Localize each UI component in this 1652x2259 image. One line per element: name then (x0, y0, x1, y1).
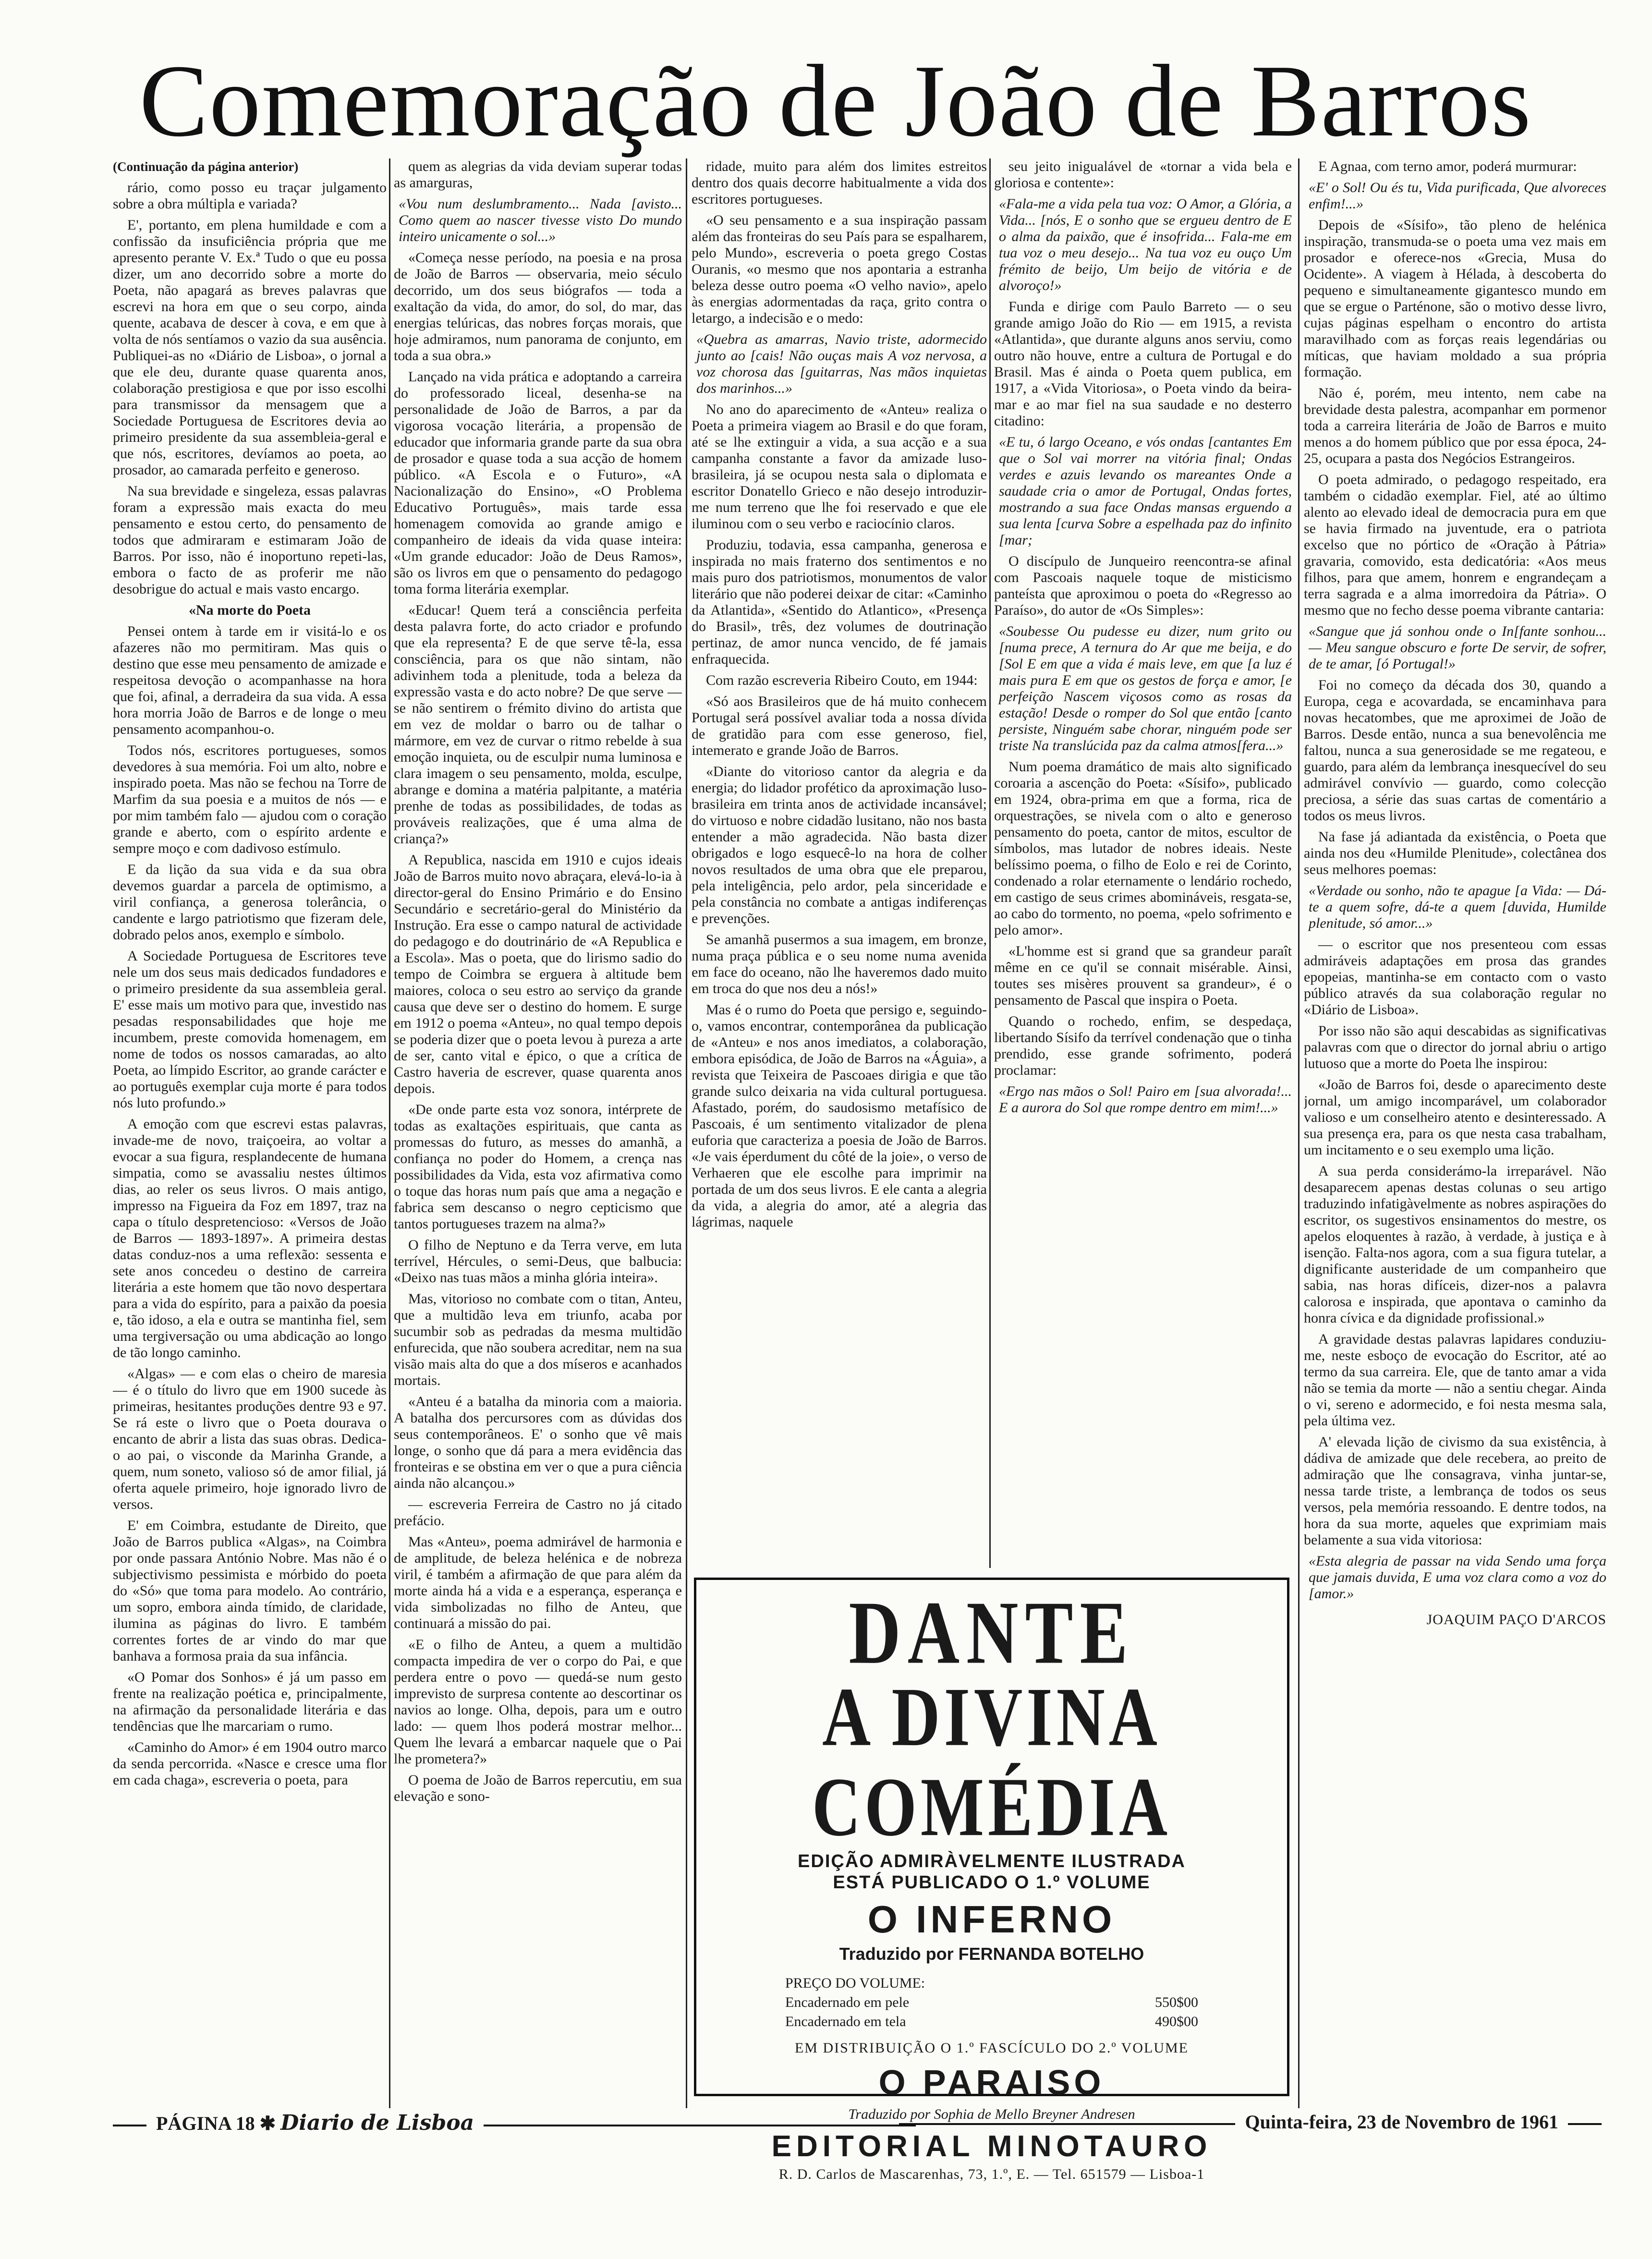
continuation-note: (Continuação da página anterior) (113, 159, 299, 174)
paragraph: A Republica, nascida em 1910 e cujos ideais João de Barros muito novo abraçara, elevá-lo-ia à director-geral do Ensino Primário e do Ensino Secundário e secretário-geral do Ministério da Instrução. Era esse o campo natural de actividade do pedagogo e do doutrinário de «A Republica e a Escola». Mas o poeta, que do lirismo sadio do tempo de Coimbra se erguera à altitude bem maiores, coloca o seu estro ao serviço da grande causa que deve ser o destino do homem. E surge em 1912 o poema «Anteu», no qual tempo depois se poderia dizer que o poeta levou à pureza a arte de ser, canto vital e épico, o que a crítica de Castro haveria de escrever, quase quarenta anos depois. (394, 852, 682, 1096)
paragraph: Por isso não são aqui descabidas as significativas palavras com que o director do jornal abriu o artigo lutuoso que a morte do Poeta lhe inspirou: (1304, 1023, 1606, 1071)
verse-quote: «Fala-me a vida pela tua voz: O Amor, a Glória, a Vida... [nós, E o sonho que se ergueu dentro de E o alma da paixão, que é insofrida... Fala-me em tua voz o meu desejo... Na tua voz eu ouço Um frémito de beijo, Um beijo de vitória e de alvoroço!» (999, 196, 1292, 293)
text-column-5 (1304, 158, 1606, 2101)
paragraph: No ano do aparecimento de «Anteu» realiza o Poeta a primeira viagem ao Brasil e do que foram, até se lhe extinguir a vida, a sua acção e a sua campanha constante a favor da amizade luso-brasileira, já se ocupou nesta sala o diplomata e escritor Donatello Grieco e não desejo introduzir-me num terreno que lhe foi reservado e que ele iluminou com o seu verbo e raciocínio claros. (692, 401, 987, 532)
paragraph: Com razão escreveria Ribeiro Couto, em 1944: (706, 672, 978, 688)
paragraph: Quando o rochedo, enfim, se despedaça, libertando Sísifo da terrível condenação que o tinha prendido, esse grande sofrimento, poderá proclamar: (994, 1013, 1292, 1078)
footer-rule (484, 2125, 916, 2126)
paragraph: A sua perda considerámo-la irreparável. Não desaparecem apenas destas colunas o seu artigo traduzindo infatigàvelmente as nobres aspirações do escritor, os sugestivos ensinamentos do mestre, os apelos eloquentes à razão, à verdade, à justiça e à isenção. Falta-nos agora, com a sua figura tutelar, a dignificante austeridade de um companheiro que sabia, nas horas difíceis, dizer-nos a palavra calorosa e inspirada, que apontava o caminho da honra cívica e da dignidade profissional.» (1304, 1163, 1606, 1326)
paragraph: Produziu, todavia, essa campanha, generosa e inspirada no mais fraterno dos sentimentos e no mais puro dos patriotismos, monumentos de valor literário que não poderei deixar de citar: «Caminho da Atlantida», «Sentido do Atlantico», «Presença do Brasil», três, dez volumes de doutrinação pertinaz, de amor nunca vencido, de fé jamais enfraquecida. (692, 537, 987, 667)
paragraph: «L'homme est si grand que sa grandeur paraît même en ce qu'il se connait misérable. Ainsi, toutes ses misères prouvent sa grandeur», é o pensamento de Pascal que inspira o Poeta. (994, 943, 1292, 1008)
paragraph: ridade, muito para além dos limites estreitos dentro dos quais decorre habitualmente a vida dos escritores portugueses. (692, 158, 987, 207)
paragraph: E' em Coimbra, estudante de Direito, que João de Barros publica «Algas», na Coimbra por onde passara António Nobre. Mas não é o subjectivismo pessimista e mórbido do poeta do «Só» que toma para modelo. Ao contrário, um sopro, embora ainda tímido, de claridade, ilumina as páginas do livro. E também correntes fortes de ar vindo do mar que banhava a formosa praia da sua infância. (113, 1518, 387, 1664)
paragraph: Funda e dirige com Paulo Barreto — o seu grande amigo João do Rio — em 1915, a revista «Atlantida», que durante alguns anos serviu, como outro não houve, entre a cultura de Portugal e do Brasil. Mas é ainda o Poeta quem publica, em 1917, a «Vida Vitoriosa», o Poeta vindo da beira-mar e ao mar fiel na sua saudade e no desterro citadino: (994, 299, 1292, 429)
paragraph: Na fase já adiantada da existência, o Poeta que ainda nos deu «Humilde Plenitude», colectânea dos seus melhores poemas: (1304, 829, 1606, 877)
page-number: PÁGINA 18 (156, 2113, 255, 2134)
ad-price-item-value: 490$00 (1155, 2014, 1198, 2029)
text-column-1 (113, 158, 387, 2101)
subheading: «Na morte do Poeta (188, 602, 311, 618)
verse-quote: «Ergo nas mãos o Sol! Pairo em [sua alvorada!... E a aurora do Sol que rompe dentro em mim!...» (999, 1083, 1292, 1116)
ad-volume-line: ESTÁ PUBLICADO O 1.º VOLUME (833, 1872, 1151, 1893)
issue-date: Quinta-feira, 23 de Novembro de 1961 (1245, 2111, 1558, 2133)
author-signature: JOAQUIM PAÇO D'ARCOS (1426, 1612, 1606, 1627)
paragraph: O poeta admirado, o pedagogo respeitado, era também o cidadão exemplar. Fiel, até ao último alento ao elevado ideal de democracia pura em que se havia firmado na juventude, era o patriota excelso que no pórtico de «Oração à Pátria» gravaria, comovido, esta dedicatória: «Aos meus filhos, para que amem, honrem e engrandeçam a terra sagrada e a alma imorredoira da Pátria». O mesmo que no fecho desse poema vibrante cantaria: (1304, 472, 1606, 618)
verse-quote: «Quebra as amarras, Navio triste, adormecido junto ao [cais! Não ouças mais A voz nervosa, a voz chorosa das [guitarras, Nas mãos inquietas dos marinhos...» (696, 331, 987, 396)
verse-quote: «E tu, ó largo Oceano, e vós ondas [cantantes Em que o Sol vai morrer na vitória final; Ondas verdes e azuis levando os mareantes Onde a saudade cria o amor de Portugal, Ondas fortes, mostrando a sua face Ondas mansas erguendo a sua lenta [curva Sobre a espelhada paz do infinito [mar; (999, 434, 1292, 548)
ad-price-row (785, 2012, 1198, 2031)
ad-address: R. D. Carlos de Mascarenhas, 73, 1.º, E. — Tel. 651579 — Lisboa-1 (778, 2166, 1205, 2182)
ad-edition-line: EDIÇÃO ADMIRÀVELMENTE ILUSTRADA (798, 1851, 1186, 1871)
footer-rule (1568, 2123, 1602, 2125)
paragraph: Foi no começo da década dos 30, quando a Europa, cega e acovardada, se encaminhava para novas hecatombes, que me aproximei de João de Barros. Desde então, nunca a sua benevolência me faltou, nunca a sua generosidade se me regateou, e guardo, para além da lembrança inesquecível do seu admirável convívio — guardo, como colecção preciosa, a série das suas cartas de comentário a todos os meus livros. (1304, 677, 1606, 824)
paragraph: — escreveria Ferreira de Castro no já citado prefácio. (394, 1496, 682, 1529)
ad-paraiso: O PARAISO (878, 2064, 1105, 2102)
paragraph: Mas é o rumo do Poeta que persigo e, seguindo-o, vamos encontrar, contemporânea da publicação de «Anteu» e nos anos imediatos, a colaboração, embora episódica, de João de Barros na «Águia», a revista que Teixeira de Pascoaes dirigia e que tão grande sulco deixaria na vida cultural portuguesa. Afastado, porém, do saudosismo metafísico de Pascoais, é um sentimento vitalizador de plena euforia que caracteriza a poesia de João de Barros. «Je vais éperdument du côté de la joie», o verso de Verhaeren que ele escolhe para imprimir na portada de um dos seus livros. E ele canta a alegria da vida, a alegria do amor, até a alegria das lágrimas, naquele (692, 1002, 987, 1230)
footer-rule (113, 2125, 146, 2126)
paragraph: O filho de Neptuno e da Terra verve, em luta terrível, Hércules, o semi-Deus, que balbucia: «Deixo nas tuas mãos a minha glória inteira». (394, 1237, 682, 1286)
paragraph: Se amanhã pusermos a sua imagem, em bronze, numa praça pública e o seu nome numa avenida em face do oceano, não lhe haveremos dado muito em troca do que nos deu a nós!» (692, 932, 987, 996)
advertisement-dante (694, 1578, 1289, 2182)
ad-publisher: EDITORIAL MINOTAURO (771, 2130, 1212, 2163)
verse-quote: «Vou num deslumbramento... Nada [avisto... Como quem ao nascer tivesse visto Do mundo inteiro unicamente o sol...» (399, 196, 682, 244)
paragraph: Não é, porém, meu intento, nem cabe na brevidade desta palestra, acompanhar em pormenor toda a carreira literária de João de Barros e muito menos a do homem público que por essa época, 24-25, ocupara a pasta dos Negócios Estrangeiros. (1304, 385, 1606, 466)
text-column-4 (994, 158, 1292, 1575)
paragraph: «O Pomar dos Sonhos» é já um passo em frente na realização poética e, principalmente, na afirmação da personalidade literária e das tendências que lhe marcariam o rumo. (113, 1669, 387, 1734)
paragraph: Todos nós, escritores portugueses, somos devedores à sua memória. Foi um alto, nobre e inspirado poeta. Mas não se fechou na Torre de Marfim da sua poesia e a muitos de nós — e por mim também falo — ajudou com o coração grande e aberto, com o espírito ardente e sempre moço e com dadivoso estímulo. (113, 742, 387, 856)
page-footer (113, 2111, 1606, 2135)
paragraph: «Anteu é a batalha da minoria com a maioria. A batalha dos percursores com as dúvidas dos seus contemporâneos. E' o sonho que vê mais longe, o sonho que dá para a mera evidência das fronteiras e se obstina em ver o que a pura ciência ainda não alcançou.» (394, 1394, 682, 1491)
verse-quote: «Esta alegria de passar na vida Sendo uma força que jamais duvida, E uma voz clara como a voz do [amor.» (1309, 1553, 1606, 1602)
paragraph: Mas «Anteu», poema admirável de harmonia e de amplitude, de beleza helénica e de nobreza viril, é também a afirmação de que para além da morte ainda há a vida e a esperança, esperança e vida simbolizadas no filho de Anteu, que continuará a missão do pai. (394, 1534, 682, 1631)
paragraph: «Caminho do Amor» é em 1904 outro marco da senda percorrida. «Nasce e cresce uma flor em cada chaga», escreveria o poeta, para (113, 1739, 387, 1788)
paragraph: O discípulo de Junqueiro reencontra-se afinal com Pascoais naquele toque de misticismo panteísta que aproximou o poeta do «Regresso ao Paraíso», do autor de «Os Simples»: (994, 553, 1292, 618)
ad-inferno: O INFERNO (867, 1898, 1116, 1941)
paragraph: Depois de «Sísifo», tão pleno de helénica inspiração, transmuda-se o poeta uma vez mais em prosador e oferece-nos «Grecia, Musa do Ocidente». A viagem à Hélada, à descoberta do pequeno e simultaneamente gigantesco mundo em que se ergue o Parténone, são o motivo desse livro, cujas páginas espelham o encontro do artista maravilhado com as forças reais legendárias ou míticas, que haviam moldado a sua própria formação. (1304, 217, 1606, 380)
ad-price-item-label: Encadernado em tela (785, 2014, 906, 2029)
paragraph: quem as alegrias da vida deviam superar todas as amarguras, (394, 158, 682, 191)
paragraph: A gravidade destas palavras lapidares conduziu-me, neste esboço de evocação do Escritor, até ao termo da sua carreira. Ele, que de tanto amar a vida não se temia da morte — não a sentiu chegar. Ainda o vi, sereno e adormecido, e foi nesta mesma sala, pela última vez. (1304, 1331, 1606, 1429)
paragraph: «E o filho de Anteu, a quem a multidão compacta impedira de ver o corpo do Pai, e que perdera entre o povo — quedá-se num gesto imprevisto de surpresa contente ao descortinar os navios ao longe. Olha, depois, para um e outro lado: — quem lhos poderá mostrar melhor... Quem lhe levará a embarcar naquele que o Pai lhe prometera?» (394, 1637, 682, 1767)
ad-price-label: PREÇO DO VOLUME: (785, 1975, 925, 1991)
paragraph: A Sociedade Portuguesa de Escritores teve nele um dos seus mais dedicados fundadores e o primeiro presidente da sua assembleia geral. E' esse mais um motivo para que, investido nas pesadas responsabilidades que hoje me incumbem, preste comovida homenagem, em nome de todos os nossos camaradas, ao alto Poeta, ao límpido Escritor, ao grande carácter e ao português exemplar cuja morte é para todos nós luto profundo.» (113, 948, 387, 1111)
paragraph: seu jeito inigualável de «tornar a vida bela e gloriosa e contente»: (994, 158, 1292, 191)
ad-price-block (785, 1974, 1198, 2031)
column-divider (686, 158, 687, 2108)
footer-left (113, 2111, 921, 2135)
paragraph: — o escritor que nos presenteou com essas admiráveis adaptações em prosa das grandes epopeias, mantinha-se em contacto com o vasto público através da sua colaboração regular no «Diário de Lisboa». (1304, 936, 1606, 1018)
paragraph: E', portanto, em plena humildade e com a confissão da insuficiência própria que me apresento perante V. Ex.ª Tudo o que eu possa dizer, um ano decorrido sobre a morte do Poeta, não apagará as breves palavras que escrevi na hora em que o seu corpo, ainda quente, acabava de descer à cova, e em que à volta de nós sentíamos o vazio da sua ausência. Publiquei-as no «Diário de Lisboa», o jornal a que ele deu, durante quase quarenta anos, colaboração prestigiosa e que por isso escolhi para transmissor da mensagem que a Sociedade Portuguesa de Escritores devia ao primeiro presidente da sua assembleia-geral e que nós, escritores, devíamos ao poeta, ao prosador, ao camarada perfeito e generoso. (113, 217, 387, 478)
text-column-3 (692, 158, 987, 1575)
paragraph: «Algas» — e com elas o cheiro de maresia — é o título do livro que em 1900 sucede às primeiras, hesitantes produções dentre 93 e 97. Se rá este o livro que o Poeta dourava o encanto de abrir a lista das suas obras. Dedica-o ao pai, o visconde da Marinha Grande, a quem, num soneto, valioso só de amor filial, já oferta aquele primeiro, hoje ignorado livro de versos. (113, 1366, 387, 1512)
verse-quote: «E' o Sol! Ou és tu, Vida purificada, Que alvoreces enfim!...» (1309, 180, 1606, 212)
column-divider (1298, 158, 1300, 2108)
column-divider (389, 158, 390, 2108)
page-headline: Comemoração de João de Barros (139, 43, 1532, 158)
paragraph: «João de Barros foi, desde o aparecimento deste jornal, um amigo incomparável, um colaborador valioso e um conselheiro atento e desinteressado. A sua presença era, para os que nesta casa trabalham, um incitamento e o seu exemplo uma lição. (1304, 1077, 1606, 1158)
ad-price-item-label: Encadernado em pele (785, 1994, 910, 2010)
ad-distribution-line: EM DISTRIBUIÇÃO O 1.º FASCÍCULO DO 2.º VOLUME (794, 2040, 1189, 2056)
star-icon: ✱ (259, 2113, 281, 2134)
paragraph: Mas, vitorioso no combate com o titan, Anteu, que a multidão leva em triunfo, acaba por sucumbir sob as pedradas da mesma multidão enfurecida, que não soubera acreditar, nem na sua visão mais alta do que a dos míseros e acanhados mortais. (394, 1291, 682, 1388)
ad-title-comedia: A DIVINA COMÉDIA (812, 1670, 1172, 1854)
verse-quote: «Soubesse Ou pudesse eu dizer, num grito ou [numa prece, A ternura do Ar que me beija, e do [Sol E em que a vida é mais leve, em que [a luz é mais pura E em que os gestos de força e amor, [e perfeição Nascem viçosos como as rosas da estação! Desde o romper do Sol que então [canto persiste, Ninguém sabe chorar, ninguém pode ser triste Na translúcida paz da calma atmos[fera...» (999, 623, 1292, 753)
newspaper-masthead: Diario de Lisboa (280, 2111, 474, 2135)
ad-translator: Traduzido por FERNANDA BOTELHO (839, 1944, 1144, 1964)
paragraph: A emoção com que escrevi estas palavras, invade-me de novo, traiçoeira, ao voltar a evocar a sua figura, resplandecente de humana simpatia, como se avassaliu nestes últimos dias, ao reler os seus livros. O mais antigo, impresso na Figueira da Foz em 1897, traz na capa o título despretencioso: «Versos de João de Barros — 1893-1897». A primeira destas datas conduz-nos a uma reflexão: sessenta e sete anos concedeu o destino de carreira literária a este homem que tão novo despertara para a vida do espírito, para a paixão da poesia e, tão idoso, a ela e outra se mantinha fiel, sem uma tergiversação ou uma abdicação ao longo de tão longo caminho. (113, 1116, 387, 1360)
text-column-2 (394, 158, 682, 2101)
footer-right (894, 2111, 1606, 2133)
paragraph: «O seu pensamento e a sua inspiração passam além das fronteiras do seu País para se espalharem, pelo Mundo», escreveria o poeta grego Costas Ouranis, «o mesmo que nos apontaria a estranha beleza desse outro poema «O velho navio», apelo às energias adormentadas da raça, grito contra o letargo, a indecisão e o medo: (692, 212, 987, 326)
ad-price-row (785, 1993, 1198, 2012)
paragraph: Na sua brevidade e singeleza, essas palavras foram a expressão mais exacta do meu pensamento e estou certo, do pensamento de todos que admiraram e estimaram João de Barros. Por isso, não é inoportuno repeti-las, embora o facto de as proferir me não desobrigue do actual e mais vasto encargo. (113, 483, 387, 597)
paragraph: «Começa nesse período, na poesia e na prosa de João de Barros — observaria, meio século decorrido, um dos seus biógrafos — toda a exaltação da vida, do amor, do sol, do mar, das energias telúricas, das nobres forças morais, que hoje admiramos, num panorama de conjunto, em toda a sua obra.» (394, 250, 682, 364)
ad-translator-2: Traduzido por Sophia de Mello Breyner Andresen (848, 2106, 1135, 2122)
ad-title-dante: DANTE (849, 1583, 1135, 1683)
paragraph: E da lição da sua vida e da sua obra devemos guardar a parcela de optimismo, a viril confiança, a generosa tolerância, o candente e largo patriotismo que fizeram dele, dobrado pelos anos, exemplo e símbolo. (113, 862, 387, 943)
footer-rule (899, 2123, 1235, 2125)
paragraph: Pensei ontem à tarde em ir visitá-lo e os afazeres não mo permitiram. Mas quis o destino que esse meu pensamento de amizade e respeitosa devoção o acompanhasse na hora que foi, afinal, a derradeira da sua vida. A essa hora morria João de Barros e de longe o meu pensamento acompanhou-o. (113, 623, 387, 737)
paragraph: «Diante do vitorioso cantor da alegria e da energia; do lidador profético da aproximação luso-brasileira em trinta anos de actividade incansável; do virtuoso e nobre cidadão lusitano, não nos basta entender a mão agradecida. Não basta dizer obrigados e logo esquecê-lo na hora de colher novos resultados de uma obra que ele preparou, pela inteligência, pelo ardor, pela sinceridade e pela constância no combate a antigas indiferenças e prevenções. (692, 764, 987, 926)
ad-price-item-value: 550$00 (1155, 1994, 1198, 2010)
paragraph: O poema de João de Barros repercutiu, em sua elevação e sono- (394, 1772, 682, 1804)
paragraph: Num poema dramático de mais alto significado coroaria a ascenção do Poeta: «Sísifo», publicado em 1924, obra-prima em que a forma, rica de orquestrações, se nivela com o alto e generoso pensamento do poeta, cantor de mitos, escultor de símbolos, mas lutador de nobres ideais. Neste belíssimo poema, o filho de Eolo e rei de Corinto, condenado a rolar eternamente o lendário rochedo, em castigo de seus crimes abomináveis, resgata-se, ao cabo do tormento, no poema, «pelo sofrimento e pelo amor». (994, 759, 1292, 938)
paragraph: «Educar! Quem terá a consciência perfeita desta palavra forte, do acto criador e profundo que ela representa? E de que serve tê-la, essa consciência, para os que não sintam, não adivinhem toda a plenitude, toda a beleza da expressão vasta e do acto nobre? De que serve — se não sentirem o frémito divino do artista que em vez de moldar o barro ou de talhar o mármore, em vez de curvar o ritmo rebelde à sua emoção inquieta, ou de esculpir numa luminosa e clara imagem o seu pensamento, molda, esculpe, abrange e domina a matéria palpitante, a matéria prenhe de todas as possibilidades, de todas as prováveis realizações, que é uma alma de criança?» (394, 602, 682, 847)
paragraph: «De onde parte esta voz sonora, intérprete de todas as exaltações espirituais, que canta as promessas do futuro, as messes do amanhã, a confiança no poder do Homem, a crença nas possibilidades da Vida, esta voz afirmativa como o toque das horas num país que ama a negação e fabrica sem descanso o negro cepticismo que tantos portugueses trazem na alma?» (394, 1102, 682, 1232)
paragraph: A' elevada lição de civismo da sua existência, à dádiva de amizade que dele recebera, ao preito de admiração que lhe consagrava, vinha juntar-se, nessa tarde triste, a lembrança de todos os seus versos, pela memória ressoando. E dentre todos, na hora da sua morte, aqueles que exprimiam mais belamente a sua vida vitoriosa: (1304, 1434, 1606, 1548)
verse-quote: «Sangue que já sonhou onde o In[fante sonhou... — Meu sangue obscuro e forte De servir, de sofrer, de te amar, [ó Portugal!» (1309, 623, 1606, 672)
paragraph: E Agnaa, com terno amor, poderá murmurar: (1318, 158, 1577, 174)
paragraph: Lançado na vida prática e adoptando a carreira do professorado liceal, desenha-se na personalidade de João de Barros, a par da vigorosa vocação literária, a propensão de educador que informaria grande parte da sua obra de prosador e quase toda a sua acção de homem público. «A Escola e o Futuro», «A Nacionalização do Ensino», «O Problema Educativo Português», mais tarde essa homenagem comovida ao grande amigo e companheiro de ideais da vida quase inteira: «Um grande educador: João de Deus Ramos», são os livros em que o pensamento do pedagogo toma forma literária exemplar. (394, 369, 682, 597)
verse-quote: «Verdade ou sonho, não te apague [a Vida: — Dá-te a quem sofre, dá-te a quem [duvida, Humilde plenitude, só amor...» (1309, 883, 1606, 931)
paragraph: «Só aos Brasileiros que de há muito conhecem Portugal será possível avaliar toda a nossa dívida de gratidão para com esse generoso, fiel, intemerato e grande João de Barros. (692, 693, 987, 758)
column-divider (989, 158, 991, 1568)
paragraph: rário, como posso eu traçar julgamento sobre a obra múltipla e variada? (113, 180, 387, 212)
